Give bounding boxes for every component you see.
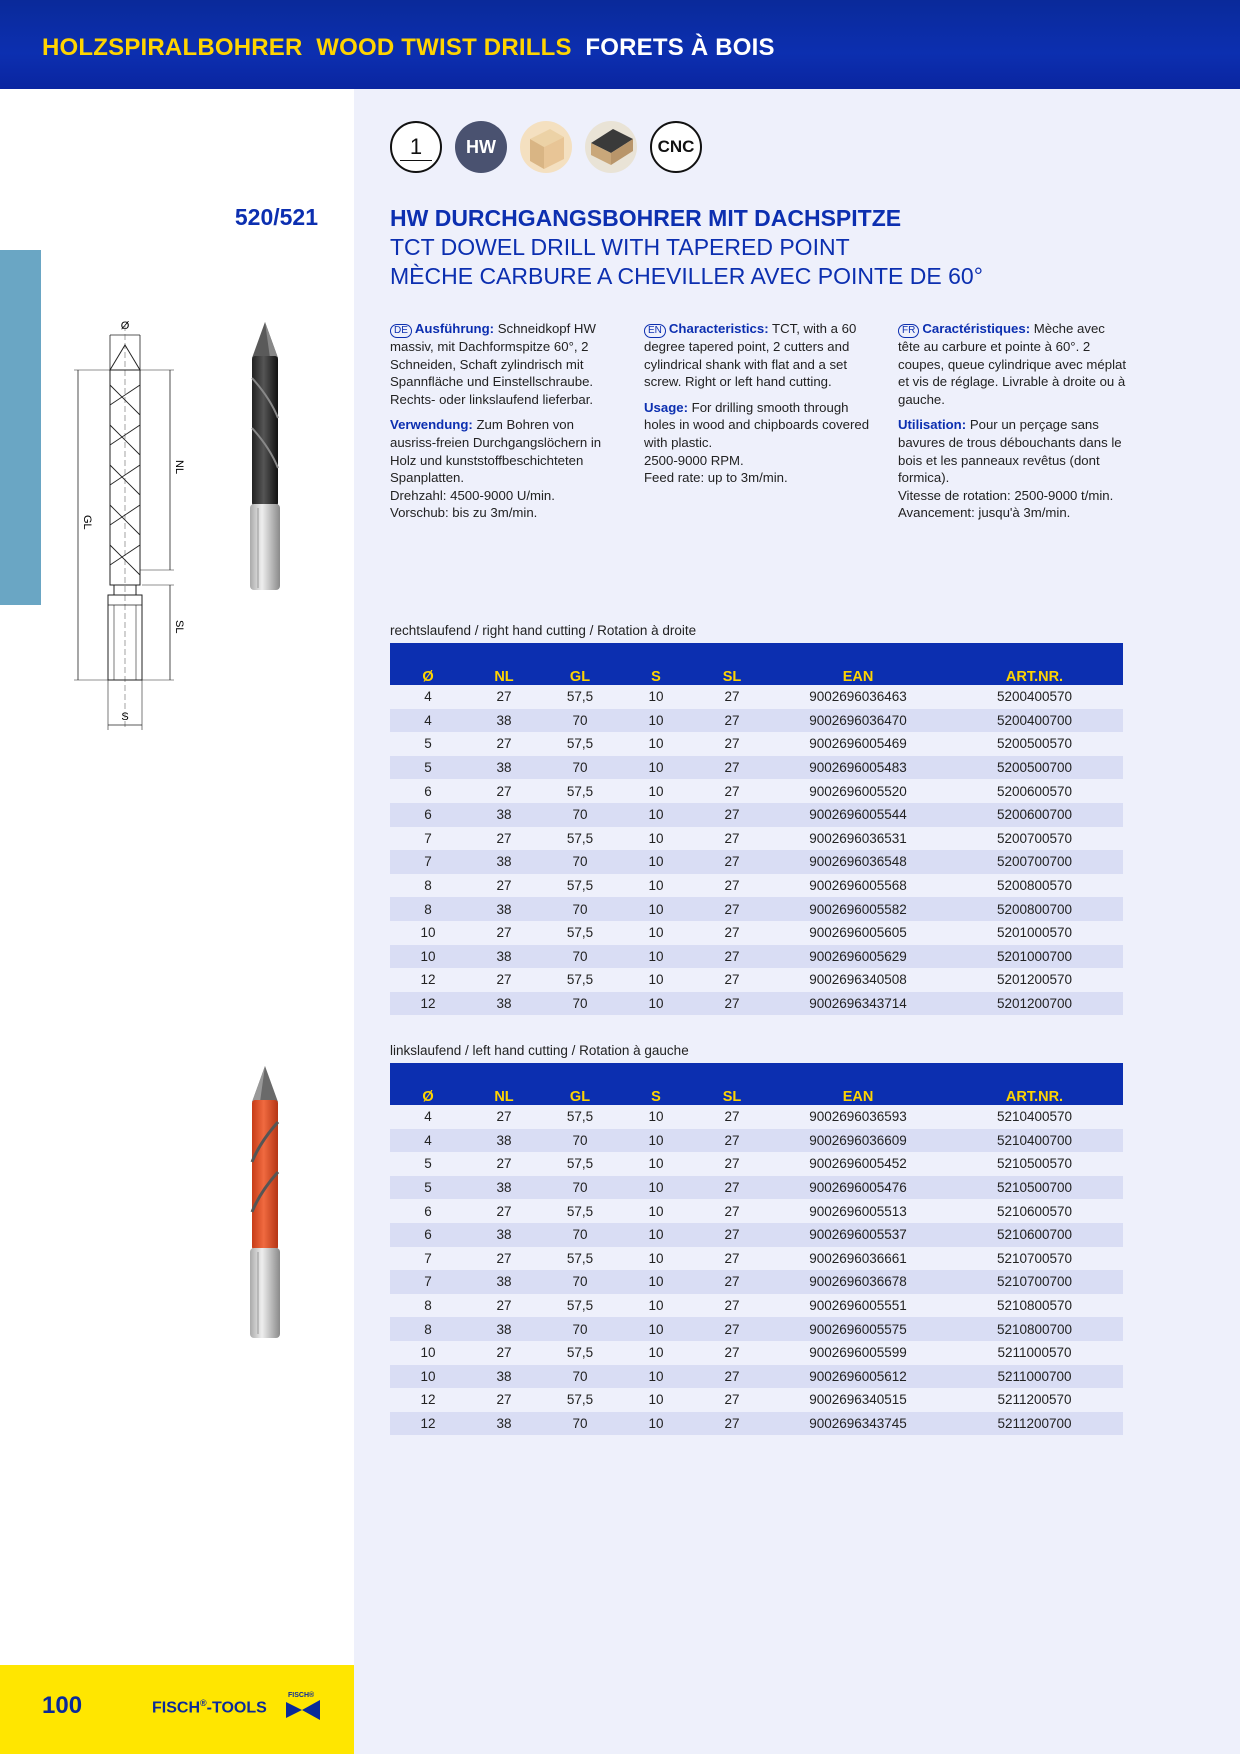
table-cell: 7 <box>390 1247 466 1271</box>
table-cell: 10 <box>390 945 466 969</box>
table-cell: 9002696005513 <box>770 1199 946 1223</box>
table-row <box>390 968 1123 992</box>
table-cell: 5200700700 <box>946 850 1123 874</box>
table-row <box>390 850 1123 874</box>
table-cell: 9002696005537 <box>770 1223 946 1247</box>
table-cell: 10 <box>618 921 694 945</box>
table-cell: 27 <box>694 1223 770 1247</box>
table-cell: 9002696005568 <box>770 874 946 898</box>
table-cell: 5210800570 <box>946 1294 1123 1318</box>
table-cell: 10 <box>390 921 466 945</box>
table-cell: 27 <box>466 1247 542 1271</box>
table-cell: 27 <box>694 1317 770 1341</box>
table-cell: 27 <box>694 709 770 733</box>
table-cell: 9002696005605 <box>770 921 946 945</box>
table-cell: 27 <box>694 1270 770 1294</box>
table-cell: 9002696036470 <box>770 709 946 733</box>
table-cell: 57,5 <box>542 1152 618 1176</box>
table-cell: 5210800700 <box>946 1317 1123 1341</box>
table-cell: 10 <box>618 874 694 898</box>
table-cell: 27 <box>466 874 542 898</box>
exec-label-en: Characteristics: <box>668 321 769 336</box>
table-cell: 27 <box>466 968 542 992</box>
table-row <box>390 992 1123 1016</box>
table-cell: 5200700570 <box>946 827 1123 851</box>
table-cell: 38 <box>466 850 542 874</box>
table-cell: 8 <box>390 1294 466 1318</box>
table-row <box>390 1412 1123 1436</box>
table-cell: 27 <box>694 968 770 992</box>
table-cell: 10 <box>618 709 694 733</box>
use-text-de: Zum Bohren von ausriss-freien Durchgangslöchern in Holz und kunststoffbeschichteten Spanplatten. <box>390 417 602 486</box>
table-cell: 27 <box>694 779 770 803</box>
table-cell: 5200400700 <box>946 709 1123 733</box>
table-header-row <box>390 1063 1123 1105</box>
column-header: EAN <box>770 1063 946 1105</box>
table-cell: 9002696005452 <box>770 1152 946 1176</box>
rpm-en: 2500-9000 RPM. <box>644 452 744 468</box>
table-cell: 5200500700 <box>946 756 1123 780</box>
table-cell: 57,5 <box>542 1247 618 1271</box>
table-cell: 12 <box>390 968 466 992</box>
table-cell: 27 <box>694 1247 770 1271</box>
table-cell: 70 <box>542 1365 618 1389</box>
table-cell: 10 <box>618 1365 694 1389</box>
exec-text-fr: Mèche avec tête au carbure et pointe à 60°. 2 coupes, queue cylindrique avec méplat et vis de réglage. Livrable à droite ou à gauche. <box>898 321 1126 407</box>
table-cell: 38 <box>466 1412 542 1436</box>
cnc-icon: CNC <box>650 121 702 173</box>
table-cell: 38 <box>466 1270 542 1294</box>
table-row <box>390 779 1123 803</box>
column-header: SL <box>694 1063 770 1105</box>
table-cell: 8 <box>390 897 466 921</box>
table-cell: 5201000570 <box>946 921 1123 945</box>
table-cell: 5210400570 <box>946 1105 1123 1129</box>
use-label-fr: Utilisation: <box>898 417 967 433</box>
table-cell: 9002696343714 <box>770 992 946 1016</box>
lang-badge-en: EN <box>644 324 666 338</box>
table-cell: 57,5 <box>542 1105 618 1129</box>
page-header <box>0 0 1240 89</box>
table-cell: 10 <box>618 1388 694 1412</box>
product-title-fr: MÈCHE CARBURE A CHEVILLER AVEC POINTE DE 60° <box>390 263 983 289</box>
table-cell: 27 <box>466 827 542 851</box>
table-cell: 9002696036609 <box>770 1129 946 1153</box>
table-cell: 10 <box>618 1223 694 1247</box>
description-de <box>390 320 618 522</box>
table-cell: 9002696005582 <box>770 897 946 921</box>
table-cell: 38 <box>466 1365 542 1389</box>
table-cell: 10 <box>618 1247 694 1271</box>
table-cell: 57,5 <box>542 685 618 709</box>
table-row <box>390 1247 1123 1271</box>
table-cell: 6 <box>390 779 466 803</box>
use-text-en: For drilling smooth through holes in wood and chipboards covered with plastic. <box>644 399 870 450</box>
table-cell: 57,5 <box>542 874 618 898</box>
table-cell: 10 <box>618 897 694 921</box>
table-cell: 5 <box>390 756 466 780</box>
left-hand-spec-table <box>390 1063 1123 1435</box>
table-cell: 7 <box>390 850 466 874</box>
table-cell: 27 <box>466 1294 542 1318</box>
table-cell: 27 <box>694 1129 770 1153</box>
table-cell: 5210400700 <box>946 1129 1123 1153</box>
left-hand-drill-image <box>230 1062 300 1342</box>
wood-block-icon <box>520 121 572 173</box>
table-cell: 5 <box>390 732 466 756</box>
table-cell: 57,5 <box>542 921 618 945</box>
table-cell: 9002696005599 <box>770 1341 946 1365</box>
table-cell: 10 <box>618 1199 694 1223</box>
table-cell: 27 <box>466 1199 542 1223</box>
table-cell: 27 <box>694 685 770 709</box>
table-cell: 27 <box>694 1388 770 1412</box>
header-title <box>42 34 775 62</box>
table-cell: 4 <box>390 1105 466 1129</box>
table-cell: 10 <box>618 1341 694 1365</box>
table-cell: 27 <box>694 874 770 898</box>
header-title-de: HOLZSPIRALBOHRER <box>42 34 303 61</box>
table-cell: 9002696005544 <box>770 803 946 827</box>
table-row <box>390 921 1123 945</box>
table-cell: 5210500570 <box>946 1152 1123 1176</box>
table-cell: 5 <box>390 1176 466 1200</box>
diagram-label-s: S <box>121 711 129 723</box>
table-cell: 70 <box>542 992 618 1016</box>
hw-icon: HW <box>455 121 507 173</box>
table-cell: 5210500700 <box>946 1176 1123 1200</box>
product-code: 520/521 <box>234 204 318 230</box>
feed-en: Feed rate: up to 3m/min. <box>644 470 788 486</box>
table-cell: 27 <box>694 1105 770 1129</box>
table-cell: 9002696005551 <box>770 1294 946 1318</box>
table-row <box>390 945 1123 969</box>
table-cell: 27 <box>694 756 770 780</box>
table-cell: 38 <box>466 1223 542 1247</box>
table-cell: 10 <box>618 685 694 709</box>
table-cell: 10 <box>618 850 694 874</box>
table-cell: 27 <box>466 779 542 803</box>
table-cell: 10 <box>618 1412 694 1436</box>
table-cell: 70 <box>542 1176 618 1200</box>
table-cell: 5200400570 <box>946 685 1123 709</box>
column-header: SL <box>694 643 770 685</box>
brand-main: FISCH <box>152 1699 200 1717</box>
table-row <box>390 874 1123 898</box>
table-row <box>390 1317 1123 1341</box>
table-cell: 27 <box>694 850 770 874</box>
table-row <box>390 1341 1123 1365</box>
rpm-de: Drehzahl: 4500-9000 U/min. <box>390 487 555 503</box>
table-cell: 5211000570 <box>946 1341 1123 1365</box>
drill-dimension-diagram <box>70 315 200 735</box>
rotation-1-icon: 1 <box>390 121 442 173</box>
table-cell: 27 <box>694 897 770 921</box>
table-cell: 38 <box>466 756 542 780</box>
table-cell: 38 <box>466 803 542 827</box>
side-tab <box>0 250 41 605</box>
table-cell: 9002696036531 <box>770 827 946 851</box>
table-row <box>390 756 1123 780</box>
product-title-en: TCT DOWEL DRILL WITH TAPERED POINT <box>390 234 850 260</box>
table-cell: 10 <box>618 1129 694 1153</box>
table-row <box>390 1105 1123 1129</box>
table-cell: 9002696005483 <box>770 756 946 780</box>
table-cell: 7 <box>390 827 466 851</box>
table-header-row <box>390 643 1123 685</box>
table-cell: 27 <box>694 1176 770 1200</box>
table-cell: 38 <box>466 1129 542 1153</box>
column-header: Ø <box>390 643 466 685</box>
table-cell: 10 <box>390 1365 466 1389</box>
table-cell: 9002696005520 <box>770 779 946 803</box>
table-cell: 12 <box>390 992 466 1016</box>
table-cell: 57,5 <box>542 1199 618 1223</box>
table-cell: 27 <box>694 1199 770 1223</box>
column-header: S <box>618 1063 694 1105</box>
table-cell: 5200500570 <box>946 732 1123 756</box>
table-cell: 10 <box>618 1176 694 1200</box>
table-cell: 57,5 <box>542 1341 618 1365</box>
table-cell: 5211200570 <box>946 1388 1123 1412</box>
table-cell: 5210700570 <box>946 1247 1123 1271</box>
table-cell: 27 <box>694 1341 770 1365</box>
table-cell: 9002696005476 <box>770 1176 946 1200</box>
table-cell: 10 <box>618 968 694 992</box>
table-row <box>390 1270 1123 1294</box>
table-cell: 27 <box>466 685 542 709</box>
brand-suffix: -TOOLS <box>206 1699 267 1717</box>
table-cell: 70 <box>542 1223 618 1247</box>
use-label-de: Verwendung: <box>390 417 473 433</box>
table-cell: 5200800570 <box>946 874 1123 898</box>
diagram-label-diameter: Ø <box>120 320 130 332</box>
table-cell: 10 <box>618 827 694 851</box>
table-cell: 8 <box>390 1317 466 1341</box>
table-cell: 27 <box>694 803 770 827</box>
table-cell: 6 <box>390 803 466 827</box>
table-cell: 70 <box>542 1317 618 1341</box>
table-cell: 70 <box>542 803 618 827</box>
table-row <box>390 732 1123 756</box>
table-cell: 57,5 <box>542 968 618 992</box>
column-header: NL <box>466 643 542 685</box>
table-cell: 10 <box>618 945 694 969</box>
table-row <box>390 897 1123 921</box>
table-cell: 9002696036678 <box>770 1270 946 1294</box>
table-cell: 9002696340515 <box>770 1388 946 1412</box>
column-header: EAN <box>770 643 946 685</box>
table-cell: 10 <box>390 1341 466 1365</box>
table-row <box>390 1365 1123 1389</box>
table-cell: 5200600570 <box>946 779 1123 803</box>
table-cell: 5201000700 <box>946 945 1123 969</box>
table-cell: 5210700700 <box>946 1270 1123 1294</box>
table-cell: 57,5 <box>542 779 618 803</box>
table-cell: 27 <box>694 1152 770 1176</box>
column-header: Ø <box>390 1063 466 1105</box>
table-cell: 27 <box>466 732 542 756</box>
diagram-label-sl: SL <box>173 620 185 634</box>
table-cell: 27 <box>466 1105 542 1129</box>
table-cell: 27 <box>694 945 770 969</box>
table-cell: 27 <box>694 1412 770 1436</box>
column-header: ART.NR. <box>946 643 1123 685</box>
table-cell: 4 <box>390 685 466 709</box>
exec-text-de: Schneidkopf HW massiv, mit Dachformspitze 60°, 2 Schneiden, Schaft zylindrisch mit Spannfläche und Einstellschraube. Rechts- oder linkslaufend lieferbar. <box>390 321 596 407</box>
fisch-logo-icon <box>284 1688 324 1722</box>
lang-badge-fr: FR <box>898 324 919 338</box>
table-cell: 5201200700 <box>946 992 1123 1016</box>
table-cell: 9002696036463 <box>770 685 946 709</box>
product-title <box>390 204 983 291</box>
table-cell: 70 <box>542 1129 618 1153</box>
table-cell: 27 <box>466 921 542 945</box>
page-number: 100 <box>42 1692 83 1719</box>
brand-name <box>152 1698 267 1717</box>
table-cell: 10 <box>618 756 694 780</box>
table-cell: 27 <box>694 1294 770 1318</box>
table-cell: 27 <box>466 1152 542 1176</box>
use-label-en: Usage: <box>644 399 688 415</box>
table-cell: 9002696036548 <box>770 850 946 874</box>
table-cell: 70 <box>542 945 618 969</box>
right-hand-spec-table <box>390 643 1123 1015</box>
table-cell: 5 <box>390 1152 466 1176</box>
header-title-en: WOOD TWIST DRILLS <box>316 34 572 61</box>
table-cell: 4 <box>390 709 466 733</box>
table-cell: 10 <box>618 1152 694 1176</box>
table-cell: 9002696005629 <box>770 945 946 969</box>
table-cell: 5211000700 <box>946 1365 1123 1389</box>
table-row <box>390 1199 1123 1223</box>
table-cell: 70 <box>542 709 618 733</box>
table-cell: 38 <box>466 1317 542 1341</box>
rpm-fr: Vitesse de rotation: 2500-9000 t/min. <box>898 487 1114 503</box>
left-hand-table-label: linkslaufend / left hand cutting / Rotation à gauche <box>390 1043 689 1058</box>
table-row <box>390 1294 1123 1318</box>
table-cell: 57,5 <box>542 732 618 756</box>
table-cell: 70 <box>542 897 618 921</box>
table-cell: 5210600700 <box>946 1223 1123 1247</box>
table-cell: 38 <box>466 945 542 969</box>
table-cell: 38 <box>466 709 542 733</box>
logo-text: FISCH® <box>288 1692 315 1699</box>
table-row <box>390 827 1123 851</box>
table-cell: 38 <box>466 992 542 1016</box>
table-cell: 27 <box>694 827 770 851</box>
column-header: GL <box>542 643 618 685</box>
lang-badge-de: DE <box>390 324 412 338</box>
table-cell: 9002696343745 <box>770 1412 946 1436</box>
table-cell: 12 <box>390 1388 466 1412</box>
table-row <box>390 1223 1123 1247</box>
table-row <box>390 1176 1123 1200</box>
exec-label-de: Ausführung: <box>414 321 495 336</box>
feed-de: Vorschub: bis zu 3m/min. <box>390 505 538 521</box>
table-cell: 10 <box>618 1317 694 1341</box>
coated-board-icon <box>585 121 637 173</box>
table-cell: 70 <box>542 850 618 874</box>
table-cell: 10 <box>618 1105 694 1129</box>
table-cell: 38 <box>466 897 542 921</box>
table-cell: 12 <box>390 1412 466 1436</box>
table-cell: 8 <box>390 874 466 898</box>
table-cell: 7 <box>390 1270 466 1294</box>
table-cell: 10 <box>618 732 694 756</box>
table-cell: 6 <box>390 1199 466 1223</box>
table-cell: 38 <box>466 1176 542 1200</box>
table-cell: 70 <box>542 1270 618 1294</box>
table-row <box>390 1388 1123 1412</box>
table-cell: 5201200570 <box>946 968 1123 992</box>
table-cell: 9002696005469 <box>770 732 946 756</box>
table-cell: 27 <box>466 1341 542 1365</box>
diagram-label-nl: NL <box>173 460 185 475</box>
brand-reg: ® <box>200 1698 207 1708</box>
exec-text-en: TCT, with a 60 degree tapered point, 2 cutters and cylindrical shank with flat and a set screw. Right or left hand cutting. <box>644 321 857 390</box>
column-header: ART.NR. <box>946 1063 1123 1105</box>
column-header: S <box>618 643 694 685</box>
table-cell: 6 <box>390 1223 466 1247</box>
table-cell: 9002696005612 <box>770 1365 946 1389</box>
exec-label-fr: Caractéristiques: <box>922 321 1031 336</box>
right-hand-table-label: rechtslaufend / right hand cutting / Rotation à droite <box>390 623 697 638</box>
diagram-label-gl: GL <box>81 515 93 530</box>
description-en <box>644 320 872 487</box>
table-cell: 70 <box>542 1412 618 1436</box>
column-header: NL <box>466 1063 542 1105</box>
right-hand-drill-image <box>230 318 300 593</box>
table-cell: 5211200700 <box>946 1412 1123 1436</box>
table-cell: 5200600700 <box>946 803 1123 827</box>
table-cell: 57,5 <box>542 1388 618 1412</box>
table-row <box>390 709 1123 733</box>
table-cell: 9002696036661 <box>770 1247 946 1271</box>
table-cell: 10 <box>618 779 694 803</box>
table-cell: 27 <box>694 1365 770 1389</box>
feed-fr: Avancement: jusqu'à 3m/min. <box>898 505 1071 521</box>
table-cell: 10 <box>618 1270 694 1294</box>
table-cell: 4 <box>390 1129 466 1153</box>
table-row <box>390 1152 1123 1176</box>
table-cell: 10 <box>618 992 694 1016</box>
table-cell: 57,5 <box>542 1294 618 1318</box>
header-title-fr: FORETS À BOIS <box>585 34 775 61</box>
table-cell: 27 <box>694 921 770 945</box>
table-cell: 70 <box>542 756 618 780</box>
table-cell: 27 <box>694 732 770 756</box>
table-cell: 57,5 <box>542 827 618 851</box>
table-row <box>390 803 1123 827</box>
table-cell: 9002696036593 <box>770 1105 946 1129</box>
table-cell: 27 <box>694 992 770 1016</box>
table-row <box>390 685 1123 709</box>
table-cell: 5210600570 <box>946 1199 1123 1223</box>
table-cell: 5200800700 <box>946 897 1123 921</box>
table-cell: 9002696005575 <box>770 1317 946 1341</box>
product-title-de: HW DURCHGANGSBOHRER MIT DACHSPITZE <box>390 205 902 231</box>
table-cell: 9002696340508 <box>770 968 946 992</box>
description-fr <box>898 320 1126 522</box>
table-cell: 10 <box>618 803 694 827</box>
column-header: GL <box>542 1063 618 1105</box>
table-cell: 27 <box>466 1388 542 1412</box>
use-text-fr: Pour un perçage sans bavures de trous débouchants dans le bois et les panneaux revêtus (dont formica). <box>898 417 1122 486</box>
table-row <box>390 1129 1123 1153</box>
table-cell: 10 <box>618 1294 694 1318</box>
